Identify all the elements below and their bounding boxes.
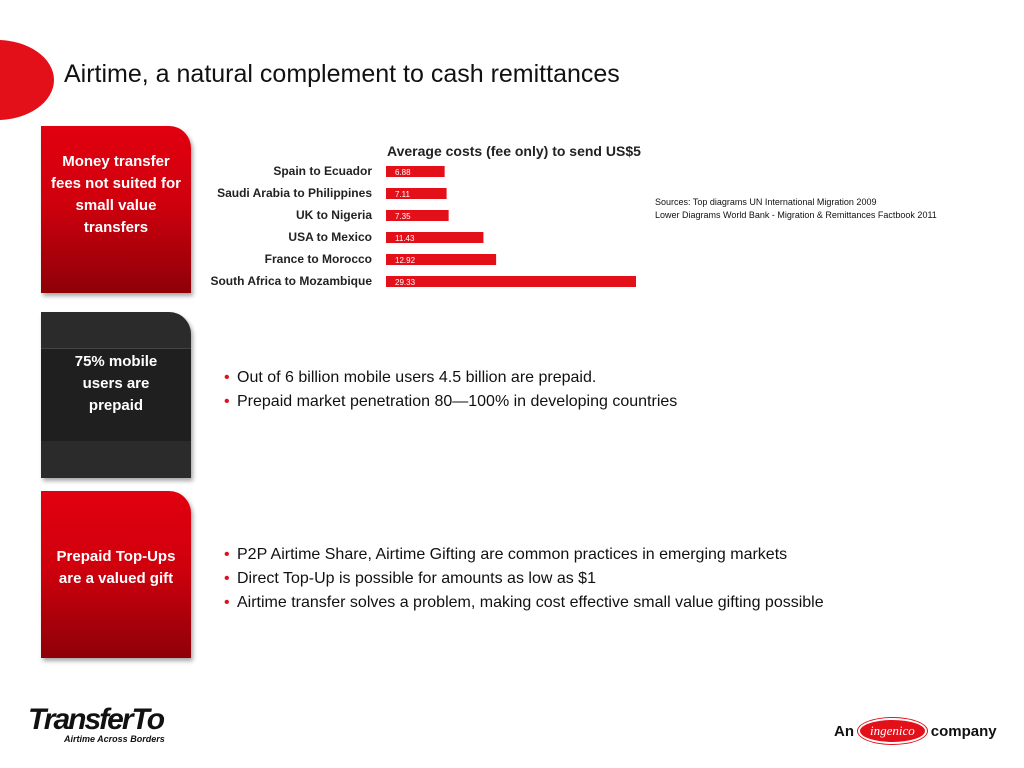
chart-category-label: Spain to Ecuador — [273, 164, 372, 178]
tab-topups-gift — [41, 491, 191, 658]
gift-bullet: • Direct Top-Up is possible for amounts as low as $1 — [224, 567, 824, 591]
tab-mobile-prepaid-label: 75% mobile users are prepaid — [74, 353, 158, 414]
tab-topups-gift-label: Prepaid Top-Ups are a valued gift — [56, 548, 176, 587]
chart-value-label: 29.33 — [395, 278, 416, 287]
page-title: Airtime, a natural complement to cash remittances — [64, 60, 620, 88]
chart-value-label: 6.88 — [395, 168, 411, 177]
tab-money-transfer — [41, 126, 191, 293]
cost-chart-svg — [200, 140, 660, 300]
logo-company-text: company — [930, 722, 997, 740]
transferto-logo-tagline: Airtime Across Borders — [64, 734, 165, 744]
mobile-bullet: • Prepaid market penetration 80—100% in developing countries — [224, 390, 677, 414]
chart-value-label: 7.35 — [395, 212, 411, 221]
ingenico-logo-badge: ingenico — [858, 718, 927, 744]
tab-money-transfer-label: Money transfer fees not suited for small value transfers — [50, 153, 181, 236]
chart-title: Average costs (fee only) to send US$5 — [387, 143, 641, 159]
gift-bullet-list — [224, 543, 824, 615]
gift-bullet: • Airtime transfer solves a problem, making cost effective small value gifting possible — [224, 591, 824, 615]
chart-value-label: 12.92 — [395, 256, 416, 265]
chart-category-label: Saudi Arabia to Philippines — [217, 186, 372, 200]
chart-category-label: UK to Nigeria — [295, 208, 372, 222]
cost-chart — [200, 140, 660, 300]
transferto-logo-name: TransferTo — [28, 703, 164, 736]
sources-line-1: Sources: Top diagrams UN International Migration 2009 — [655, 197, 877, 207]
chart-category-label: USA to Mexico — [288, 230, 372, 244]
sources-note — [655, 196, 937, 222]
chart-value-label: 7.11 — [395, 190, 410, 199]
chart-category-label: France to Morocco — [264, 252, 372, 266]
chart-category-label: South Africa to Mozambique — [210, 274, 372, 288]
transferto-logo — [28, 704, 188, 752]
gift-bullet: • P2P Airtime Share, Airtime Gifting are common practices in emerging markets — [224, 543, 824, 567]
chart-value-label: 11.43 — [395, 234, 415, 243]
corner-decoration — [0, 40, 54, 120]
logo-an-text: An — [834, 722, 854, 740]
mobile-bullet: • Out of 6 billion mobile users 4.5 billion are prepaid. — [224, 366, 677, 390]
mobile-bullet-list — [224, 366, 677, 414]
tab-mobile-prepaid — [41, 312, 191, 478]
sources-line-2: Lower Diagrams World Bank - Migration & Remittances Factbook 2011 — [655, 210, 937, 220]
chart-bar — [386, 276, 636, 287]
ingenico-company-logo — [834, 716, 997, 746]
